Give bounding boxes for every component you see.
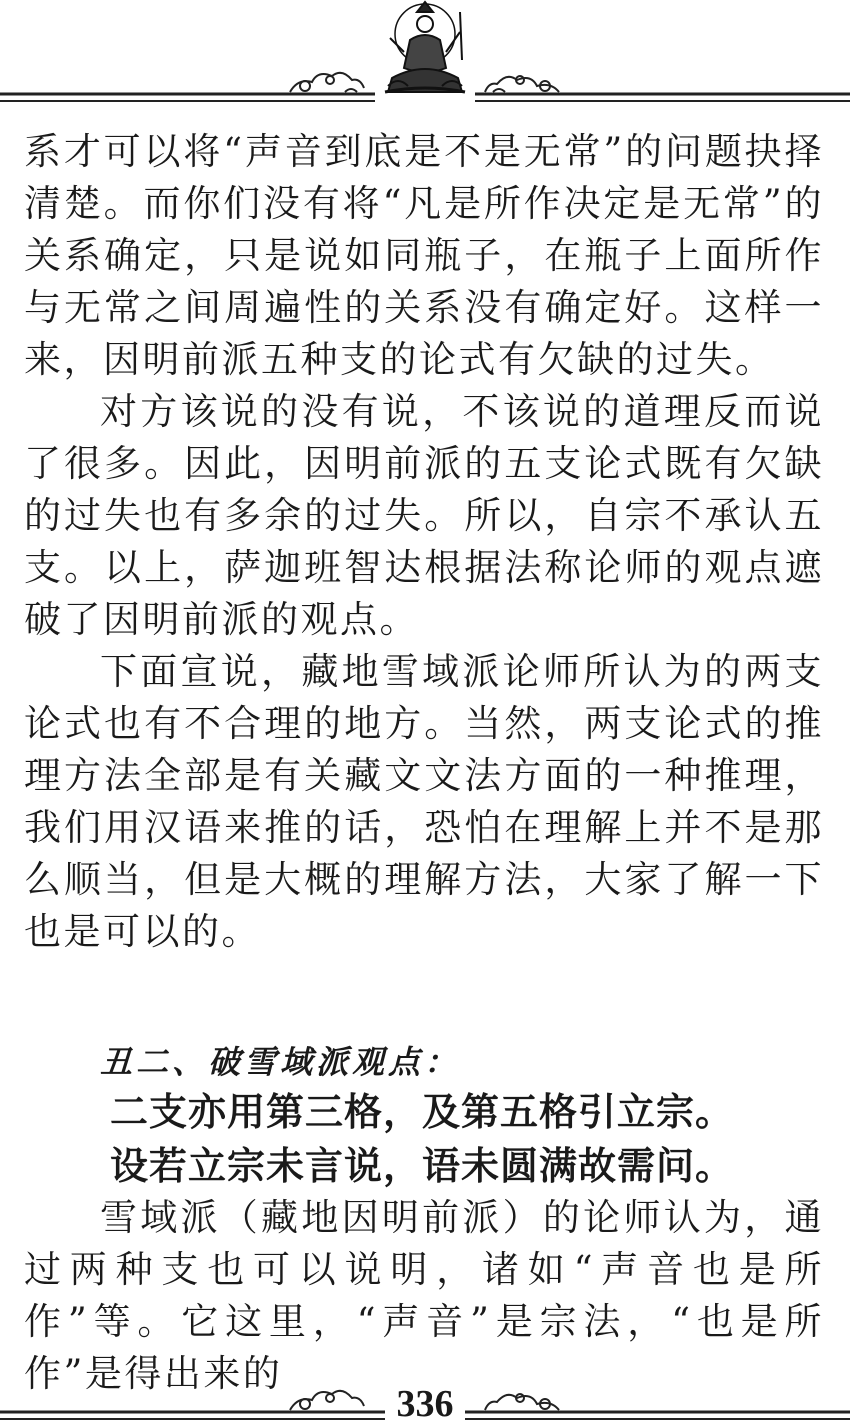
paragraph-2: 对方该说的没有说，不该说的道理反而说了很多。因此，因明前派的五支论式既有欠缺的过失也有多余的过失。所以，自宗不承认五支。以上，萨迦班智达根据法称论师的观点遮破了因明前派的观点。 (24, 390, 824, 641)
section-gap (24, 958, 824, 1038)
paragraph-1: 系才可以将“声音到底是不是无常”的问题抉择清楚。而你们没有将“凡是所作决定是无常”的关系确定，只是说如同瓶子，在瓶子上面所作与无常之间周遍性的关系没有确定好。这样一来，因明前派五种支的论式有欠缺的过失。 (24, 130, 824, 381)
verse-line-2: 设若立宗未言说，语未圆满故需问。 (110, 1144, 735, 1188)
paragraph-4: 雪域派（藏地因明前派）的论师认为，通过两种支也可以说明，诸如“声音也是所作”等。它这里，“声音”是宗法，“也是所作”是得出来的 (24, 1196, 824, 1395)
paragraph-3: 下面宣说，藏地雪域派论师所认为的两支论式也有不合理的地方。当然，两支论式的推理方法全部是有关藏文文法方面的一种推理，我们用汉语来推的话，恐怕在理解上并不是那么顺当，但是大概的理解方法，大家了解一下也是可以的。 (24, 650, 824, 953)
deity-figure-icon (0, 0, 850, 112)
header-ornament (0, 0, 850, 112)
verse-line-1: 二支亦用第三格，及第五格引立宗。 (110, 1090, 735, 1134)
page-number: 336 (396, 1383, 454, 1425)
section-heading: 丑二、破雪域派观点： (100, 1043, 461, 1081)
page-body (24, 126, 824, 1400)
